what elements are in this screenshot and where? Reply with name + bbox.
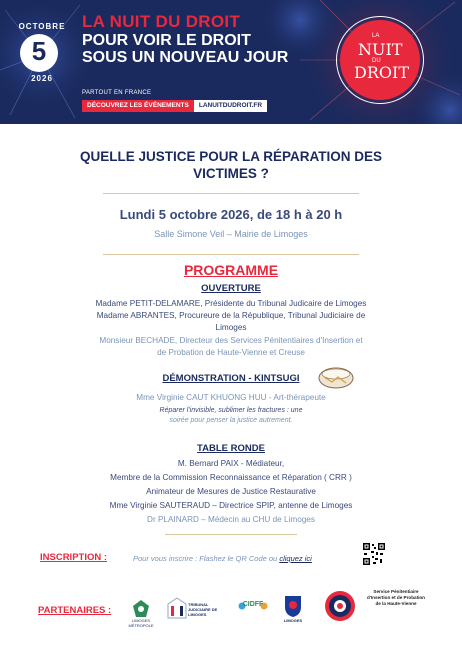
header-banner (0, 0, 462, 124)
date-year: 2026 (31, 74, 53, 83)
limoges-crest-icon (282, 594, 304, 618)
tribunal-logo-icon (166, 596, 188, 620)
limoges-crest-caption: LIMOGES (283, 618, 303, 623)
logo-text-la: LA (372, 33, 380, 39)
logo-text-droit: DROIT (354, 63, 409, 82)
logo-text-du: DU (372, 58, 381, 64)
tagline-line-2: SOUS UN NOUVEAU JOUR (82, 49, 289, 66)
logo-text-nuit: NUIT (358, 40, 403, 59)
table-ronde-line: Dr PLAINARD – Médecin au CHU de Limoges (147, 515, 315, 524)
inscription-text (133, 554, 312, 563)
event-datetime: Lundi 5 octobre 2026, de 18 h à 20 h (119, 207, 343, 222)
ouverture-line: Limoges (215, 323, 247, 332)
date-month: OCTOBRE (18, 22, 66, 31)
demonstration-tagline-2: soirée pour penser la justice autrement. (169, 417, 293, 424)
spip-logo-text: Service Pénitentiaire d'Insertion et de Probation de la Haute-Vienne (366, 589, 425, 606)
events-cta-label[interactable]: DÉCOUVREZ LES ÉVÉNEMENTS (82, 100, 194, 112)
event-title-line-2: VICTIMES ? (193, 166, 269, 181)
table-ronde-line: M. Bernard PAIX - Médiateur, (177, 459, 285, 468)
divider-table-ronde (165, 534, 297, 535)
kintsugi-bowl-icon (316, 364, 356, 390)
inscription-label: INSCRIPTION : (40, 552, 108, 563)
date-day: 5 (31, 36, 47, 66)
table-ronde-heading: TABLE RONDE (197, 443, 265, 454)
tagline-line-1: POUR VOIR LE DROIT (82, 32, 251, 49)
date-badge (16, 22, 68, 82)
ouverture-line: Monsieur BECHADE, Directeur des Services Pénitentiaires d'Insertion et (99, 336, 363, 345)
inscription-link[interactable]: cliquez ici (279, 554, 312, 563)
demonstration-heading: DÉMONSTRATION - KINTSUGI (162, 373, 300, 384)
metropole-logo-caption: LIMOGES MÉTROPOLE (128, 618, 154, 628)
tribunal-logo-caption: TRIBUNAL JUDICIAIRE DE LIMOGES (188, 602, 218, 617)
ouverture-line: Madame PETIT-DELAMARE, Présidente du Tribunal Judicaire de Limoges (95, 299, 367, 308)
qr-code-icon[interactable] (362, 542, 386, 566)
seal-logo-icon (324, 590, 356, 622)
table-ronde-line: Animateur de Mesures de Justice Restaurative (146, 487, 316, 496)
metropole-logo-icon (130, 598, 152, 620)
ouverture-line: Madame ABRANTES, Procureure de la République, Tribunal Judiciaire de (96, 311, 366, 320)
cidff-logo-caption: CIDFF (242, 601, 264, 608)
banner-title-brand: LA NUIT DU DROIT (82, 12, 241, 31)
table-ronde-line: Mme Virginie SAUTERAUD – Directrice SPIP, antenne de Limoges (109, 501, 353, 510)
divider-bottom (103, 254, 359, 255)
ouverture-line: de Probation de Haute-Vienne et Creuse (157, 348, 305, 357)
partenaires-label: PARTENAIRES : (38, 605, 112, 616)
divider-top (103, 193, 359, 194)
inscription-instruction: Pour vous inscrire : Flashez le QR Code ou (133, 554, 278, 563)
event-venue: Salle Simone Veil – Mairie de Limoges (154, 229, 308, 239)
event-title (40, 148, 422, 182)
banner-subtitle: PARTOUT EN FRANCE (82, 90, 152, 96)
table-ronde-line: Membre de la Commission Reconnaissance et Réparation ( CRR ) (110, 473, 352, 482)
banner-title-tagline (82, 32, 288, 66)
event-title-line-1: QUELLE JUSTICE POUR LA RÉPARATION DES (79, 149, 383, 164)
demonstration-speaker: Mme Virginie CAUT KHUONG HUU - Art-thérapeute (136, 393, 326, 402)
programme-heading: PROGRAMME (183, 262, 279, 278)
events-cta[interactable] (82, 100, 267, 112)
ouverture-heading: OUVERTURE (201, 283, 261, 294)
events-cta-url[interactable]: LANUITDUDROIT.FR (194, 100, 267, 112)
demonstration-tagline-1: Réparer l'invisible, sublimer les fractures : une (159, 407, 303, 414)
